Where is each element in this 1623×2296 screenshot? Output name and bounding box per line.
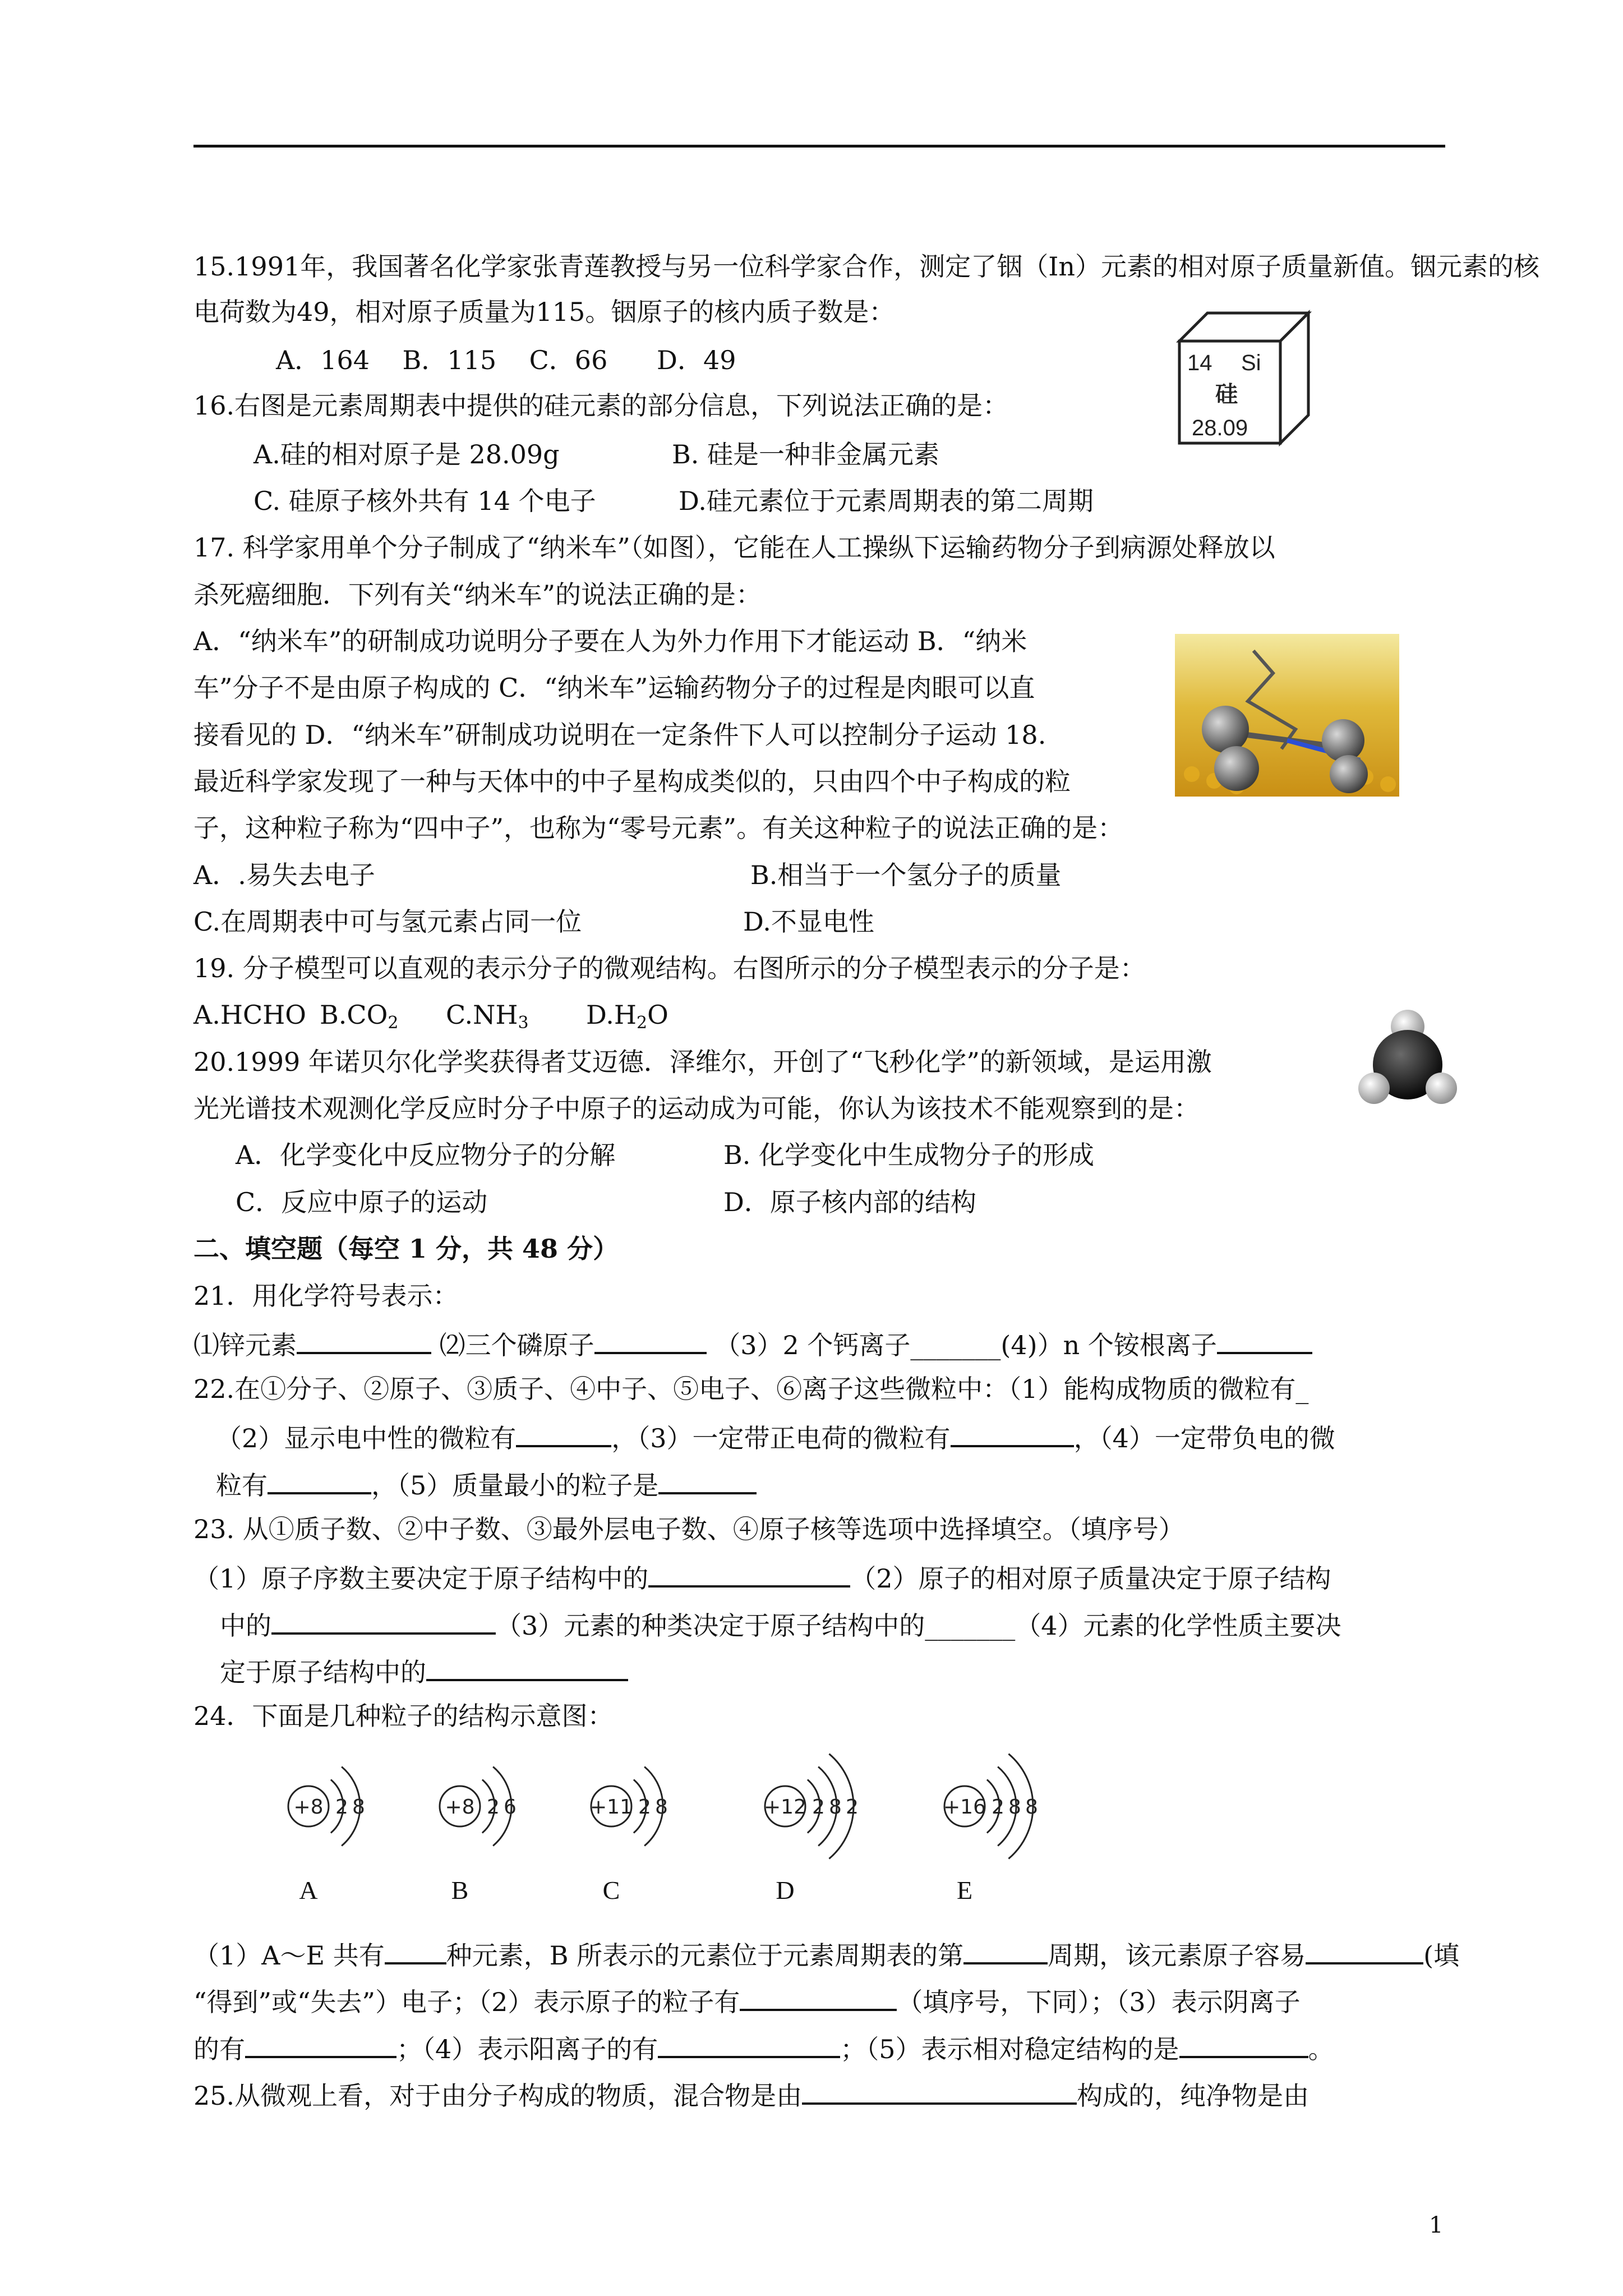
- nucleus-charge: +8: [293, 1796, 324, 1819]
- q17-line5: 接看见的 D．“纳米车”研制成功说明在一定条件下人可以控制分子运动 18.: [193, 720, 1046, 750]
- q15-options: A．164 B．115 C．66 D．49: [276, 345, 736, 375]
- header-rule: [193, 145, 1445, 148]
- q21-blank-1[interactable]: [297, 1329, 431, 1354]
- q16-option-b: B. 硅是一种非金属元素: [672, 439, 940, 470]
- shell-electron-count: 8: [1008, 1796, 1021, 1819]
- silicon-element-tile: [1175, 307, 1312, 448]
- q17-line3: A．“纳米车”的研制成功说明分子要在人为外力作用下才能运动 B．“纳米: [193, 626, 1027, 656]
- shell-electron-count: 2: [846, 1796, 859, 1819]
- q22-blank-2[interactable]: [516, 1423, 611, 1447]
- shell-electron-count: 8: [352, 1796, 365, 1819]
- q19-option-b: $B.CO_2$: [320, 1000, 399, 1033]
- q16-option-a: A.硅的相对原子是 28.09g: [253, 439, 560, 470]
- q19-option-c: $C.NH_3$: [446, 1000, 529, 1033]
- q24-blank-5[interactable]: [245, 2033, 396, 2058]
- q20-line1: 20.1999 年诺贝尔化学奖获得者艾迈德．泽维尔，开创了“飞秒化学”的新领域，是运用激: [193, 1047, 1212, 1077]
- diagram-label: B: [451, 1876, 469, 1904]
- shell-electron-count: 6: [504, 1796, 517, 1819]
- q18-option-c: C.在周期表中可与氢元素占同一位: [193, 907, 582, 937]
- q24-blank-4[interactable]: [740, 1986, 897, 2011]
- q24-blank-2[interactable]: [963, 1940, 1048, 1964]
- nucleus-charge: +16: [943, 1796, 986, 1819]
- q23-line2: （1）原子序数主要决定于原子结构中的 （2）原子的相对原子质量决定于原子结构: [193, 1563, 1331, 1594]
- atom-diagram-E: [943, 1754, 1038, 1904]
- q20-option-c: C．反应中原子的运动: [236, 1187, 488, 1217]
- section-2-title: 二、填空题（每空 1 分，共 48 分）: [193, 1234, 619, 1264]
- q18-option-a: A．.易失去电子: [193, 860, 375, 890]
- shell-electron-count: 2: [638, 1796, 651, 1819]
- shell-electron-count: 8: [829, 1796, 842, 1819]
- q16-option-c: C. 硅原子核外共有 14 个电子: [253, 486, 596, 516]
- diagram-label: E: [956, 1876, 973, 1904]
- q25-line1: 25.从微观上看，对于由分子构成的物质，混合物是由 构成的，纯净物是由: [193, 2081, 1310, 2111]
- q16-option-d: D.硅元素位于元素周期表的第二周期: [679, 486, 1094, 516]
- q17-line7: 子，这种粒子称为“四中子”，也称为“零号元素”。有关这种粒子的说法正确的是：: [193, 813, 1124, 843]
- q24-blank-1[interactable]: [385, 1940, 446, 1964]
- shell-electron-count: 2: [487, 1796, 500, 1819]
- diagram-label: A: [299, 1876, 318, 1904]
- q24-blank-3[interactable]: [1306, 1940, 1423, 1964]
- q24-line2: “得到”或“失去”）电子；（2）表示原子的粒子有 （填序号，下同）；（3）表示阴离子: [193, 1987, 1301, 2017]
- q22-blank-4[interactable]: [268, 1470, 371, 1494]
- q24-blank-6[interactable]: [658, 2033, 840, 2058]
- q18-option-d: D.不显电性: [743, 907, 874, 937]
- q23-blank-4[interactable]: [426, 1657, 628, 1681]
- q22-line2: （2）显示电中性的微粒有 ，（3）一定带正电荷的微粒有 ，（4）一定带负电的微: [216, 1423, 1335, 1453]
- atom-diagram-A: [288, 1767, 365, 1904]
- q19-option-d: $D.H_2O$: [586, 1000, 668, 1033]
- page-number: 1: [1429, 2212, 1444, 2238]
- q21-blank-2[interactable]: [594, 1329, 707, 1354]
- tile-mass: 28.09: [1192, 416, 1248, 440]
- q25-blank-1[interactable]: [802, 2080, 1077, 2105]
- q20-line2: 光光谱技术观测化学反应时分子中原子的运动成为可能，你认为该技术不能观察到的是：: [193, 1093, 1200, 1124]
- q24-blank-7[interactable]: [1179, 2033, 1308, 2058]
- q22-blank-3[interactable]: [951, 1423, 1074, 1447]
- q18-option-b: B.相当于一个氢分子的质量: [750, 860, 1062, 890]
- q21-line: ⑴锌元素 ⑵三个磷原子 （3）2 个钙离子_______(4)）n 个铵根离子: [193, 1329, 1312, 1358]
- q20-option-a: A．化学变化中反应物分子的分解: [236, 1140, 616, 1170]
- q24-stem: 24．下面是几种粒子的结构示意图：: [193, 1701, 614, 1731]
- atom-diagram-B: [440, 1767, 517, 1904]
- q22-line1: 22.在①分子、②原子、③质子、④中子、⑤电子、⑥离子这些微粒中：（1）能构成物质的微粒有_: [193, 1374, 1309, 1404]
- q16-stem: 16.右图是元素周期表中提供的硅元素的部分信息，下列说法正确的是：: [193, 390, 1009, 421]
- q23-blank-2[interactable]: [271, 1610, 496, 1635]
- shell-electron-count: 8: [1025, 1796, 1038, 1819]
- tile-symbol: Si: [1241, 351, 1261, 375]
- tile-name: 硅: [1215, 381, 1238, 407]
- atom-diagram-C: [590, 1767, 668, 1904]
- q17-line2: 杀死癌细胞．下列有关“纳米车”的说法正确的是：: [193, 579, 762, 610]
- shell-electron-count: 2: [812, 1796, 825, 1819]
- atom-diagram-D: [764, 1754, 859, 1904]
- nanocar-image: [1175, 634, 1399, 797]
- shell-electron-count: 2: [992, 1796, 1004, 1819]
- q24-line3: 的有 ；（4）表示阳离子的有 ；（5）表示相对稳定结构的是 。: [193, 2034, 1334, 2064]
- q23-line1: 23. 从①质子数、②中子数、③最外层电子数、④原子核等选项中选择填空。（填序号）: [193, 1514, 1184, 1544]
- molecule-model-image: [1352, 1004, 1464, 1116]
- q19-stem: 19. 分子模型可以直观的表示分子的微观结构。右图所示的分子模型表示的分子是：: [193, 953, 1146, 983]
- q19-option-a: A.HCHO: [193, 1000, 306, 1030]
- q23-line3: 中的 （3）元素的种类决定于原子结构中的_______（4）元素的化学性质主要决: [220, 1611, 1341, 1641]
- q20-option-d: D．原子核内部的结构: [723, 1187, 976, 1217]
- q23-line4: 定于原子结构中的: [220, 1657, 628, 1685]
- atomic-structure-diagrams: [247, 1739, 1088, 1930]
- nucleus-charge: +12: [764, 1796, 806, 1819]
- q22-line3: 粒有 ，（5）质量最小的粒子是: [216, 1470, 757, 1498]
- q23-blank-1[interactable]: [648, 1563, 850, 1588]
- q21-blank-4[interactable]: [1217, 1329, 1312, 1354]
- diagram-label: C: [602, 1876, 620, 1904]
- nucleus-charge: +8: [445, 1796, 475, 1819]
- shell-electron-count: 8: [655, 1796, 668, 1819]
- nucleus-charge: +11: [590, 1796, 633, 1819]
- tile-atomic-number: 14: [1187, 351, 1212, 375]
- q17-line1: 17. 科学家用单个分子制成了“纳米车”（如图），它能在人工操纵下运输药物分子到病源处释放以: [193, 532, 1275, 563]
- q15-line1: 15.1991年，我国著名化学家张青莲教授与另一位科学家合作，测定了铟（In）元素的相对原子质量新值。铟元素的核: [193, 251, 1540, 282]
- q15-line2: 电荷数为49，相对原子质量为115。铟原子的核内质子数是：: [193, 297, 895, 327]
- q21-stem: 21．用化学符号表示：: [193, 1281, 459, 1311]
- q22-blank-5[interactable]: [658, 1470, 757, 1494]
- q20-option-b: B. 化学变化中生成物分子的形成: [723, 1140, 1095, 1170]
- q24-line1: （1）A～E 共有 种元素，B 所表示的元素位于元素周期表的第 周期，该元素原子容易 (填: [193, 1940, 1460, 1971]
- q17-line6: 最近科学家发现了一种与天体中的中子星构成类似的，只由四个中子构成的粒: [193, 766, 1071, 797]
- q17-line4: 车”分子不是由原子构成的 C．“纳米车”运输药物分子的过程是肉眼可以直: [193, 673, 1035, 703]
- diagram-label: D: [776, 1876, 795, 1904]
- shell-electron-count: 2: [335, 1796, 348, 1819]
